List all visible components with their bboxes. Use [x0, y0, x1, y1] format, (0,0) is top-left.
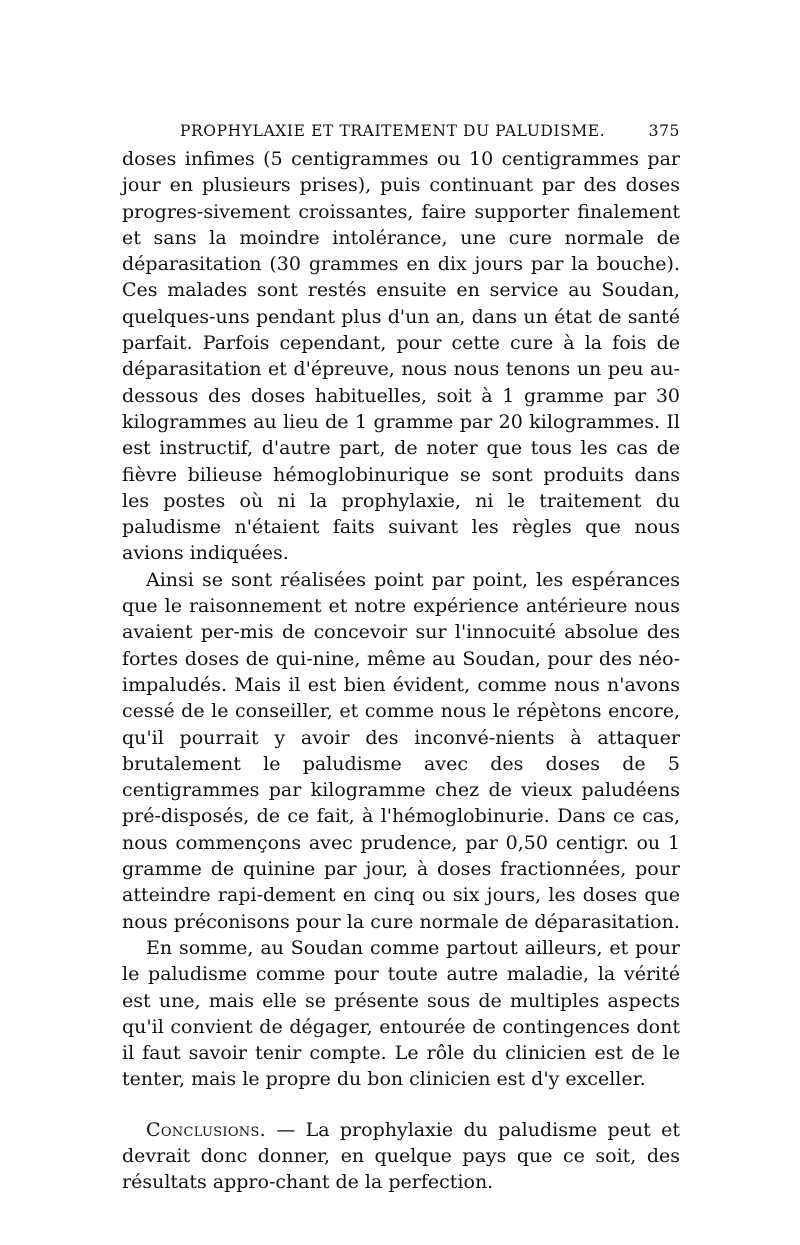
- paragraph-1: doses infimes (5 centigrammes ou 10 centigrammes par jour en plusieurs prises), puis continuant par des doses progres-sivement croissantes, faire supporter finalement et sans la moindre intolérance, une cure normale de déparasitation (30 grammes en dix jours par la bouche). Ces malades sont restés ensuite en service au Soudan, quelques-uns pendant plus d'un an, dans un état de santé parfait. Parfois cependant, pour cette cure à la fois de déparasitation et d'épreuve, nous nous tenons un peu au-dessous des doses habituelles, soit à 1 gramme par 30 kilogrammes au lieu de 1 gramme par 20 kilogrammes. Il est instructif, d'autre part, de noter que tous les cas de fièvre bilieuse hémoglobinurique se sont produits dans les postes où ni la prophylaxie, ni le traitement du paludisme n'étaient faits suivant les règles que nous avions indiquées.: [122, 148, 680, 565]
- conclusions-label: Conclusions.: [146, 1118, 267, 1141]
- running-head: [122, 116, 680, 146]
- conclusions-text: — La prophylaxie du paludisme peut et devrait donc donner, en quelque pays que ce soit, des résultats appro-chant de la perfection.: [122, 1118, 680, 1194]
- section-gap: [122, 1093, 680, 1117]
- paragraph-2: Ainsi se sont réalisées point par point, les espérances que le raisonnement et notre expérience antérieure nous avaient per-mis de concevoir sur l'innocuité absolue des fortes doses de qui-nine, même au Soudan, pour des néo-impaludés. Mais il est bien évident, comme nous n'avons cessé de le conseiller, et comme nous le répètons encore, qu'il pourrait y avoir des inconvé-nients à attaquer brutalement le paludisme avec des doses de 5 centigrammes par kilogramme chez de vieux paludéens pré-disposés, de ce fait, à l'hémoglobinurie. Dans ce cas, nous commençons avec prudence, par 0,50 centigr. ou 1 gramme de quinine par jour, à doses fractionnées, pour atteindre rapi-dement en cinq ou six jours, les doses que nous préconisons pour la cure normale de déparasitation.: [122, 568, 680, 933]
- running-title: PROPHYLAXIE ET TRAITEMENT DU PALUDISME.: [180, 122, 606, 140]
- page-number: 375: [648, 122, 680, 140]
- conclusions-paragraph: [122, 1117, 680, 1196]
- paragraph-3: En somme, au Soudan comme partout ailleurs, et pour le paludisme comme pour toute autre maladie, la vérité est une, mais elle se présente sous de multiples aspects qu'il convient de dégager, entourée de contingences dont il faut savoir tenir compte. Le rôle du clinicien est de le tenter, mais le propre du bon clinicien est d'y exceller.: [122, 936, 680, 1091]
- book-page: [122, 116, 680, 1196]
